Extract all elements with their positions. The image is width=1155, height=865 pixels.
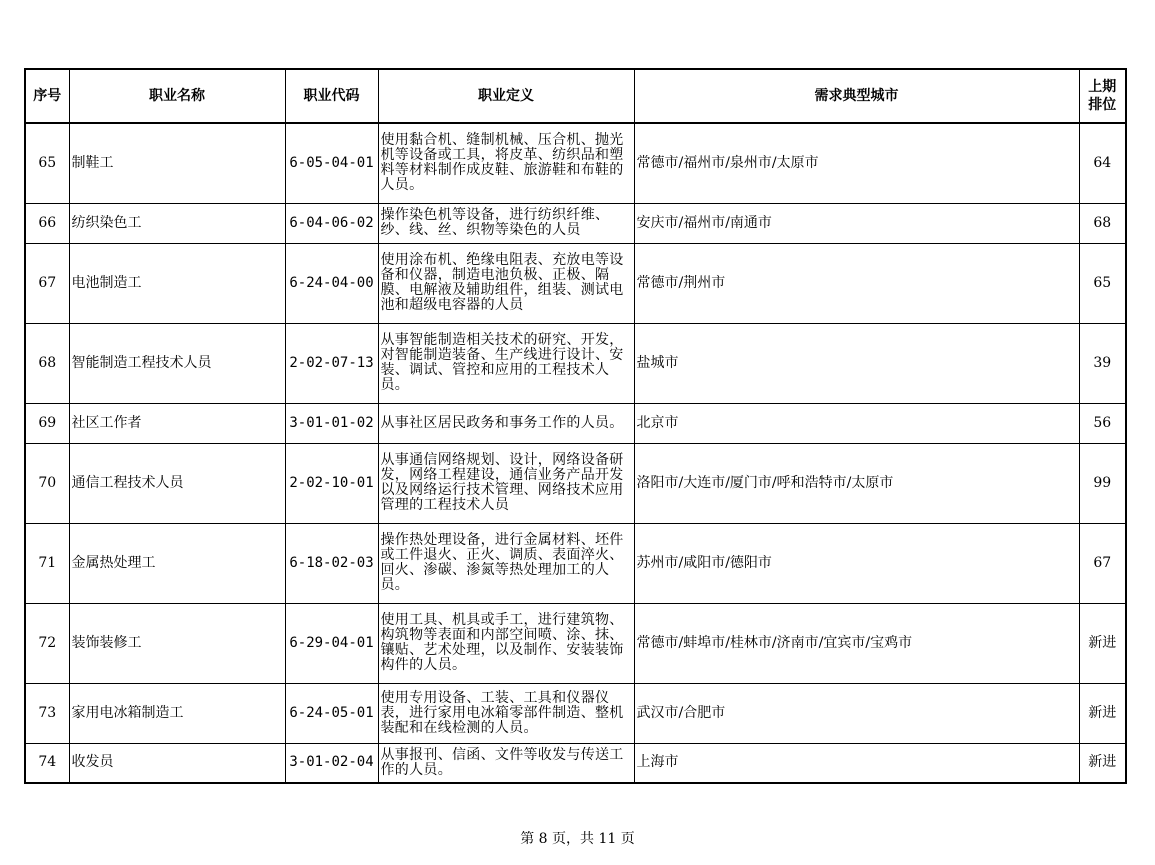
cell-definition: 使用涂布机、绝缘电阻表、充放电等设备和仪器，制造电池负极、正极、隔膜、电解液及辅助组件，组装、测试电池和超级电容器的人员 <box>378 243 634 323</box>
cell-code: 3-01-01-02 <box>285 403 378 443</box>
table-row <box>25 243 1126 323</box>
cell-prev-rank: 新进 <box>1079 603 1126 683</box>
table-row <box>25 123 1126 203</box>
cell-definition: 从事报刊、信函、文件等收发与传送工作的人员。 <box>378 743 634 783</box>
cell-seq: 69 <box>25 403 69 443</box>
header-seq: 序号 <box>25 69 69 123</box>
cell-definition: 使用工具、机具或手工，进行建筑物、构筑物等表面和内部空间喷、涂、抹、镶贴、艺术处理，以及制作、安装装饰构件的人员。 <box>378 603 634 683</box>
cell-name: 智能制造工程技术人员 <box>69 323 285 403</box>
cell-name: 电池制造工 <box>69 243 285 323</box>
cell-seq: 72 <box>25 603 69 683</box>
cell-code: 3-01-02-04 <box>285 743 378 783</box>
cell-seq: 66 <box>25 203 69 243</box>
header-definition: 职业定义 <box>378 69 634 123</box>
cell-definition: 操作热处理设备，进行金属材料、坯件或工件退火、正火、调质、表面淬火、回火、渗碳、渗氮等热处理加工的人员。 <box>378 523 634 603</box>
cell-code: 6-24-04-00 <box>285 243 378 323</box>
cell-definition: 从事智能制造相关技术的研究、开发，对智能制造装备、生产线进行设计、安装、调试、管控和应用的工程技术人员。 <box>378 323 634 403</box>
table-header-row <box>25 69 1126 123</box>
cell-name: 收发员 <box>69 743 285 783</box>
table-row <box>25 323 1126 403</box>
cell-cities: 武汉市/合肥市 <box>634 683 1079 743</box>
cell-definition: 从事通信网络规划、设计，网络设备研发，网络工程建设，通信业务产品开发以及网络运行技术管理、网络技术应用管理的工程技术人员 <box>378 443 634 523</box>
cell-cities: 常德市/蚌埠市/桂林市/济南市/宜宾市/宝鸡市 <box>634 603 1079 683</box>
cell-seq: 70 <box>25 443 69 523</box>
cell-cities: 上海市 <box>634 743 1079 783</box>
cell-definition: 使用专用设备、工装、工具和仪器仪表，进行家用电冰箱零部件制造、整机装配和在线检测的人员。 <box>378 683 634 743</box>
cell-code: 2-02-10-01 <box>285 443 378 523</box>
cell-name: 家用电冰箱制造工 <box>69 683 285 743</box>
cell-name: 通信工程技术人员 <box>69 443 285 523</box>
cell-code: 6-24-05-01 <box>285 683 378 743</box>
cell-cities: 安庆市/福州市/南通市 <box>634 203 1079 243</box>
cell-code: 6-18-02-03 <box>285 523 378 603</box>
cell-prev-rank: 39 <box>1079 323 1126 403</box>
cell-seq: 74 <box>25 743 69 783</box>
cell-cities: 常德市/福州市/泉州市/太原市 <box>634 123 1079 203</box>
cell-cities: 洛阳市/大连市/厦门市/呼和浩特市/太原市 <box>634 443 1079 523</box>
table-row <box>25 203 1126 243</box>
cell-prev-rank: 65 <box>1079 243 1126 323</box>
cell-name: 装饰装修工 <box>69 603 285 683</box>
table-row <box>25 403 1126 443</box>
cell-prev-rank: 新进 <box>1079 743 1126 783</box>
cell-prev-rank: 99 <box>1079 443 1126 523</box>
cell-seq: 73 <box>25 683 69 743</box>
cell-definition: 使用黏合机、缝制机械、压合机、抛光机等设备或工具，将皮革、纺织品和塑料等材料制作成皮鞋、旅游鞋和布鞋的人员。 <box>378 123 634 203</box>
cell-code: 6-05-04-01 <box>285 123 378 203</box>
table-row <box>25 683 1126 743</box>
occupation-table <box>24 68 1127 784</box>
table-row <box>25 743 1126 783</box>
cell-seq: 71 <box>25 523 69 603</box>
cell-name: 金属热处理工 <box>69 523 285 603</box>
header-name: 职业名称 <box>69 69 285 123</box>
cell-seq: 67 <box>25 243 69 323</box>
table-row <box>25 603 1126 683</box>
header-cities: 需求典型城市 <box>634 69 1079 123</box>
cell-prev-rank: 新进 <box>1079 683 1126 743</box>
table-row <box>25 523 1126 603</box>
cell-cities: 苏州市/咸阳市/德阳市 <box>634 523 1079 603</box>
header-prev-rank: 上期排位 <box>1079 69 1126 123</box>
page-number-footer: 第 8 页，共 11 页 <box>520 831 635 847</box>
cell-name: 社区工作者 <box>69 403 285 443</box>
cell-code: 6-29-04-01 <box>285 603 378 683</box>
cell-name: 纺织染色工 <box>69 203 285 243</box>
cell-seq: 65 <box>25 123 69 203</box>
cell-cities: 常德市/荆州市 <box>634 243 1079 323</box>
cell-code: 6-04-06-02 <box>285 203 378 243</box>
header-code: 职业代码 <box>285 69 378 123</box>
cell-prev-rank: 67 <box>1079 523 1126 603</box>
cell-cities: 盐城市 <box>634 323 1079 403</box>
cell-definition: 从事社区居民政务和事务工作的人员。 <box>378 403 634 443</box>
cell-prev-rank: 68 <box>1079 203 1126 243</box>
cell-prev-rank: 64 <box>1079 123 1126 203</box>
cell-code: 2-02-07-13 <box>285 323 378 403</box>
cell-name: 制鞋工 <box>69 123 285 203</box>
cell-cities: 北京市 <box>634 403 1079 443</box>
cell-definition: 操作染色机等设备，进行纺织纤维、纱、线、丝、织物等染色的人员 <box>378 203 634 243</box>
cell-seq: 68 <box>25 323 69 403</box>
table-row <box>25 443 1126 523</box>
cell-prev-rank: 56 <box>1079 403 1126 443</box>
